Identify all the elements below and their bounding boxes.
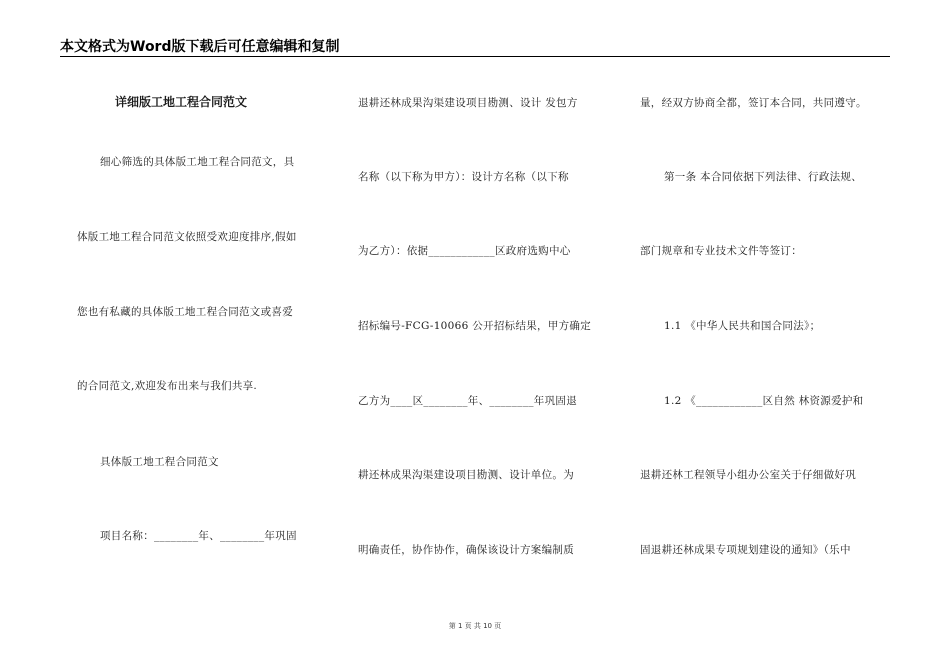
text-line: 明确责任，协作协作，确保该设计方案编制质: [358, 544, 574, 556]
text-line: 耕还林成果沟渠建设项目勘测、设计单位。为: [358, 469, 574, 481]
text-line: 体版工地工程合同范文依照受欢迎度排序,假如: [77, 231, 297, 243]
text-line: 1.1 《中华人民共和国合同法》；: [664, 320, 821, 332]
text-line: 退耕还林成果沟渠建设项目勘测、设计 发包方: [358, 97, 578, 109]
text-line: 1.2 《____________区自然 林资源爱护和: [664, 395, 864, 407]
header-divider: [60, 56, 890, 57]
page-header: 本文格式为Word版下载后可任意编辑和复制: [60, 39, 340, 55]
text-line: 招标编号-FCG-10066 公开招标结果，甲方确定: [358, 320, 592, 332]
text-line: 项目名称：________年、________年巩固: [100, 530, 297, 542]
document-title: 详细版工地工程合同范文: [115, 95, 248, 109]
text-line: 您也有私藏的具体版工地工程合同范文或喜爱: [77, 306, 293, 318]
text-line: 部门规章和专业技术文件等签订：: [640, 245, 802, 257]
text-line: 第一条 本合同依据下列法律、行政法规、: [664, 171, 863, 183]
text-line: 固退耕还林成果专项规划建设的通知》（乐中: [640, 544, 851, 556]
text-line: 退耕还林工程领导小组办公室关于仔细做好巩: [640, 469, 856, 481]
text-line: 名称（以下称为甲方）：设计方名称（以下称: [358, 171, 569, 183]
text-line: 量，经双方协商全都，签订本合同，共同遵守。: [640, 97, 867, 109]
text-line: 细心筛选的具体版工地工程合同范文，具: [100, 156, 295, 168]
text-line: 具体版工地工程合同范文: [100, 456, 219, 468]
text-line: 为乙方）：依据____________区政府选购中心: [358, 245, 571, 257]
text-line: 的合同范文,欢迎发布出来与我们共享.: [77, 380, 258, 392]
text-line: 乙方为____区________年、________年巩固退: [358, 395, 577, 407]
page-number-footer: 第 1 页 共 10 页: [448, 622, 502, 630]
